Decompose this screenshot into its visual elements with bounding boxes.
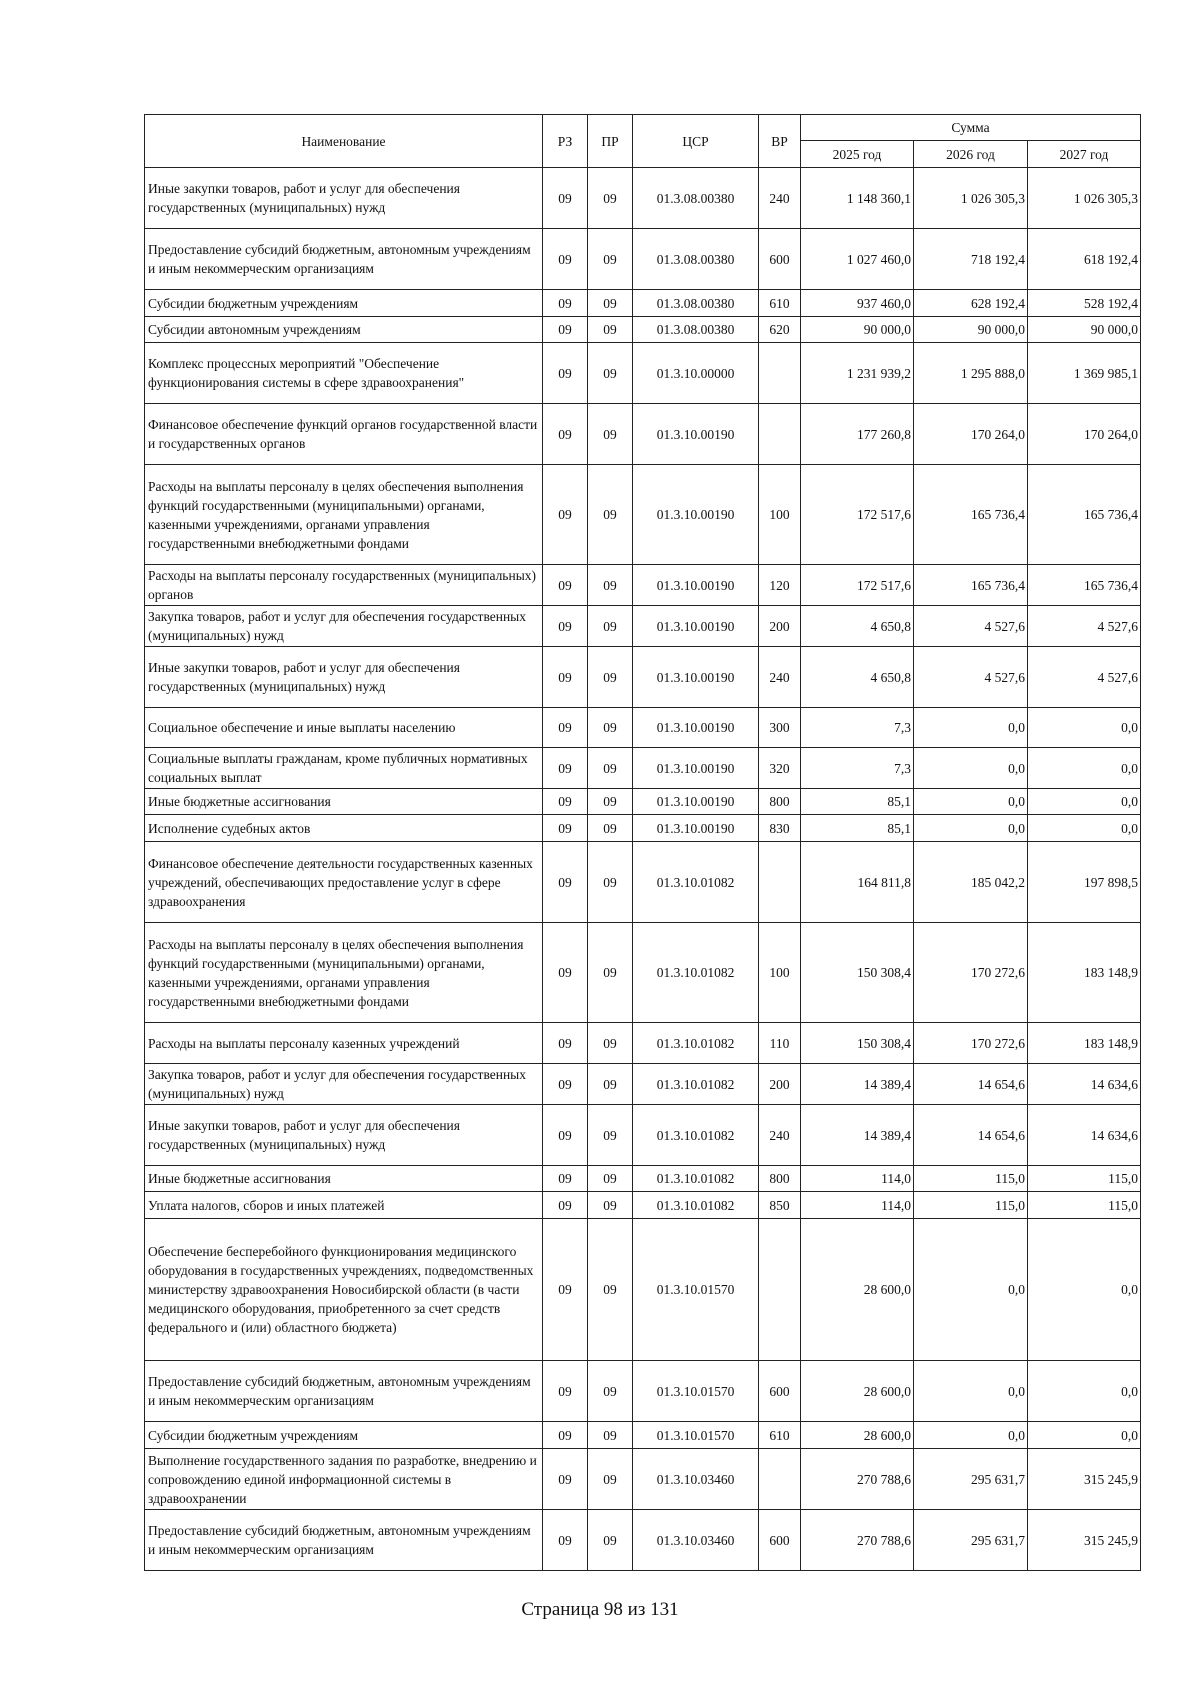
cell-name: Иные бюджетные ассигнования xyxy=(145,789,543,815)
cell-rz: 09 xyxy=(543,708,588,748)
cell-2027: 165 736,4 xyxy=(1028,465,1141,565)
cell-name: Предоставление субсидий бюджетным, автономным учреждениям и иным некоммерческим организациям xyxy=(145,1510,543,1571)
table-row xyxy=(145,815,1141,842)
cell-rz: 09 xyxy=(543,343,588,404)
cell-2025: 7,3 xyxy=(801,748,914,789)
cell-vr xyxy=(759,1449,801,1510)
cell-vr: 620 xyxy=(759,317,801,343)
cell-rz: 09 xyxy=(543,168,588,229)
cell-2026: 14 654,6 xyxy=(914,1105,1028,1166)
cell-2025: 4 650,8 xyxy=(801,606,914,647)
cell-pr: 09 xyxy=(588,343,633,404)
cell-2025: 1 148 360,1 xyxy=(801,168,914,229)
cell-name: Обеспечение бесперебойного функционирования медицинского оборудования в государственных учреждениях, подведомственных министерству здравоохранения Новосибирской области (в части медицинского оборудования, приобретенного за счет средств федерального и (или) областного бюджета) xyxy=(145,1219,543,1361)
cell-pr: 09 xyxy=(588,606,633,647)
cell-csr: 01.3.10.00190 xyxy=(633,815,759,842)
table-row xyxy=(145,290,1141,317)
cell-pr: 09 xyxy=(588,565,633,606)
cell-rz: 09 xyxy=(543,647,588,708)
cell-pr: 09 xyxy=(588,404,633,465)
cell-vr: 850 xyxy=(759,1192,801,1219)
table-row xyxy=(145,708,1141,748)
cell-2026: 628 192,4 xyxy=(914,290,1028,317)
cell-vr: 100 xyxy=(759,465,801,565)
cell-2026: 0,0 xyxy=(914,789,1028,815)
cell-rz: 09 xyxy=(543,1449,588,1510)
cell-name: Расходы на выплаты персоналу казенных учреждений xyxy=(145,1023,543,1064)
cell-rz: 09 xyxy=(543,1166,588,1192)
cell-vr xyxy=(759,404,801,465)
cell-2026: 4 527,6 xyxy=(914,647,1028,708)
cell-csr: 01.3.10.01082 xyxy=(633,1023,759,1064)
cell-2025: 1 231 939,2 xyxy=(801,343,914,404)
cell-vr: 120 xyxy=(759,565,801,606)
cell-rz: 09 xyxy=(543,1422,588,1449)
cell-pr: 09 xyxy=(588,815,633,842)
cell-vr: 800 xyxy=(759,789,801,815)
cell-2025: 28 600,0 xyxy=(801,1219,914,1361)
cell-2026: 14 654,6 xyxy=(914,1064,1028,1105)
cell-csr: 01.3.10.01082 xyxy=(633,842,759,923)
cell-pr: 09 xyxy=(588,290,633,317)
cell-csr: 01.3.10.00190 xyxy=(633,565,759,606)
cell-pr: 09 xyxy=(588,708,633,748)
cell-vr: 610 xyxy=(759,290,801,317)
cell-2025: 270 788,6 xyxy=(801,1510,914,1571)
cell-2027: 1 369 985,1 xyxy=(1028,343,1141,404)
cell-rz: 09 xyxy=(543,565,588,606)
cell-2027: 0,0 xyxy=(1028,815,1141,842)
cell-name: Исполнение судебных актов xyxy=(145,815,543,842)
cell-vr xyxy=(759,842,801,923)
cell-vr xyxy=(759,343,801,404)
cell-vr: 240 xyxy=(759,647,801,708)
cell-2025: 164 811,8 xyxy=(801,842,914,923)
table-row xyxy=(145,404,1141,465)
cell-rz: 09 xyxy=(543,1105,588,1166)
cell-pr: 09 xyxy=(588,1449,633,1510)
cell-2027: 4 527,6 xyxy=(1028,606,1141,647)
cell-rz: 09 xyxy=(543,465,588,565)
table-row xyxy=(145,343,1141,404)
cell-pr: 09 xyxy=(588,842,633,923)
table-row xyxy=(145,168,1141,229)
cell-2025: 937 460,0 xyxy=(801,290,914,317)
cell-2025: 270 788,6 xyxy=(801,1449,914,1510)
cell-rz: 09 xyxy=(543,229,588,290)
cell-rz: 09 xyxy=(543,1192,588,1219)
table-row xyxy=(145,647,1141,708)
cell-2027: 14 634,6 xyxy=(1028,1064,1141,1105)
table-row xyxy=(145,1192,1141,1219)
cell-2025: 14 389,4 xyxy=(801,1064,914,1105)
table-row xyxy=(145,842,1141,923)
cell-name: Социальное обеспечение и иные выплаты населению xyxy=(145,708,543,748)
cell-vr xyxy=(759,1219,801,1361)
cell-2025: 7,3 xyxy=(801,708,914,748)
cell-2026: 170 272,6 xyxy=(914,1023,1028,1064)
cell-2026: 165 736,4 xyxy=(914,465,1028,565)
cell-rz: 09 xyxy=(543,923,588,1023)
cell-name: Субсидии бюджетным учреждениям xyxy=(145,290,543,317)
cell-vr: 600 xyxy=(759,1361,801,1422)
cell-csr: 01.3.10.03460 xyxy=(633,1449,759,1510)
cell-2026: 0,0 xyxy=(914,815,1028,842)
page-number: Страница 98 из 131 xyxy=(521,1599,679,1620)
cell-name: Финансовое обеспечение функций органов государственной власти и государственных органов xyxy=(145,404,543,465)
cell-2026: 90 000,0 xyxy=(914,317,1028,343)
cell-2027: 14 634,6 xyxy=(1028,1105,1141,1166)
cell-pr: 09 xyxy=(588,1510,633,1571)
table-row xyxy=(145,1510,1141,1571)
cell-2027: 1 026 305,3 xyxy=(1028,168,1141,229)
cell-csr: 01.3.10.01082 xyxy=(633,1064,759,1105)
cell-rz: 09 xyxy=(543,815,588,842)
cell-pr: 09 xyxy=(588,1023,633,1064)
cell-name: Предоставление субсидий бюджетным, автономным учреждениям и иным некоммерческим организациям xyxy=(145,1361,543,1422)
cell-name: Иные закупки товаров, работ и услуг для обеспечения государственных (муниципальных) нужд xyxy=(145,1105,543,1166)
cell-name: Финансовое обеспечение деятельности государственных казенных учреждений, обеспечивающих предоставление услуг в сфере здравоохранения xyxy=(145,842,543,923)
table-row xyxy=(145,1422,1141,1449)
cell-rz: 09 xyxy=(543,1361,588,1422)
cell-2027: 0,0 xyxy=(1028,1219,1141,1361)
cell-2026: 170 272,6 xyxy=(914,923,1028,1023)
cell-2026: 115,0 xyxy=(914,1166,1028,1192)
cell-csr: 01.3.10.00190 xyxy=(633,708,759,748)
cell-2027: 115,0 xyxy=(1028,1166,1141,1192)
cell-pr: 09 xyxy=(588,317,633,343)
cell-2027: 183 148,9 xyxy=(1028,923,1141,1023)
header-rz: РЗ xyxy=(543,115,588,168)
cell-name: Расходы на выплаты персоналу государственных (муниципальных) органов xyxy=(145,565,543,606)
cell-2027: 315 245,9 xyxy=(1028,1510,1141,1571)
cell-2027: 618 192,4 xyxy=(1028,229,1141,290)
cell-rz: 09 xyxy=(543,842,588,923)
cell-vr: 600 xyxy=(759,1510,801,1571)
cell-csr: 01.3.10.00190 xyxy=(633,647,759,708)
header-year-2026: 2026 год xyxy=(914,141,1028,168)
cell-csr: 01.3.10.01082 xyxy=(633,1166,759,1192)
cell-2027: 0,0 xyxy=(1028,748,1141,789)
cell-name: Расходы на выплаты персоналу в целях обеспечения выполнения функций государственными (муниципальными) органами, казенными учреждениями, органами управления государственными внебюджетными фондами xyxy=(145,465,543,565)
cell-vr: 800 xyxy=(759,1166,801,1192)
cell-2027: 90 000,0 xyxy=(1028,317,1141,343)
cell-pr: 09 xyxy=(588,1219,633,1361)
cell-2025: 172 517,6 xyxy=(801,565,914,606)
cell-2025: 85,1 xyxy=(801,789,914,815)
header-year-2025: 2025 год xyxy=(801,141,914,168)
cell-2025: 150 308,4 xyxy=(801,923,914,1023)
cell-2026: 115,0 xyxy=(914,1192,1028,1219)
cell-2026: 0,0 xyxy=(914,748,1028,789)
cell-name: Закупка товаров, работ и услуг для обеспечения государственных (муниципальных) нужд xyxy=(145,1064,543,1105)
cell-2025: 28 600,0 xyxy=(801,1361,914,1422)
table-row xyxy=(145,565,1141,606)
cell-vr: 110 xyxy=(759,1023,801,1064)
cell-csr: 01.3.10.01082 xyxy=(633,1105,759,1166)
cell-name: Субсидии бюджетным учреждениям xyxy=(145,1422,543,1449)
cell-2025: 150 308,4 xyxy=(801,1023,914,1064)
cell-name: Уплата налогов, сборов и иных платежей xyxy=(145,1192,543,1219)
cell-rz: 09 xyxy=(543,404,588,465)
cell-vr: 200 xyxy=(759,1064,801,1105)
cell-csr: 01.3.10.00190 xyxy=(633,606,759,647)
cell-rz: 09 xyxy=(543,789,588,815)
cell-2026: 0,0 xyxy=(914,1219,1028,1361)
cell-vr: 320 xyxy=(759,748,801,789)
cell-2026: 0,0 xyxy=(914,1422,1028,1449)
cell-name: Расходы на выплаты персоналу в целях обеспечения выполнения функций государственными (муниципальными) органами, казенными учреждениями, органами управления государственными внебюджетными фондами xyxy=(145,923,543,1023)
table-row xyxy=(145,748,1141,789)
cell-vr: 100 xyxy=(759,923,801,1023)
table-row xyxy=(145,1023,1141,1064)
cell-rz: 09 xyxy=(543,290,588,317)
header-vr: ВР xyxy=(759,115,801,168)
cell-csr: 01.3.10.01570 xyxy=(633,1361,759,1422)
budget-table xyxy=(144,114,1141,1571)
cell-pr: 09 xyxy=(588,1105,633,1166)
cell-csr: 01.3.10.01570 xyxy=(633,1219,759,1361)
cell-pr: 09 xyxy=(588,465,633,565)
cell-2027: 0,0 xyxy=(1028,789,1141,815)
header-csr: ЦСР xyxy=(633,115,759,168)
cell-name: Комплекс процессных мероприятий "Обеспечение функционирования системы в сфере здравоохранения" xyxy=(145,343,543,404)
cell-2027: 183 148,9 xyxy=(1028,1023,1141,1064)
cell-csr: 01.3.08.00380 xyxy=(633,168,759,229)
cell-vr: 610 xyxy=(759,1422,801,1449)
cell-csr: 01.3.10.00190 xyxy=(633,789,759,815)
cell-2025: 114,0 xyxy=(801,1192,914,1219)
cell-2027: 165 736,4 xyxy=(1028,565,1141,606)
cell-csr: 01.3.08.00380 xyxy=(633,290,759,317)
cell-name: Социальные выплаты гражданам, кроме публичных нормативных социальных выплат xyxy=(145,748,543,789)
cell-vr: 830 xyxy=(759,815,801,842)
table-row xyxy=(145,789,1141,815)
cell-csr: 01.3.08.00380 xyxy=(633,229,759,290)
table-row xyxy=(145,1166,1141,1192)
cell-2027: 197 898,5 xyxy=(1028,842,1141,923)
table-row xyxy=(145,229,1141,290)
cell-rz: 09 xyxy=(543,748,588,789)
cell-csr: 01.3.10.00190 xyxy=(633,404,759,465)
cell-name: Закупка товаров, работ и услуг для обеспечения государственных (муниципальных) нужд xyxy=(145,606,543,647)
cell-2026: 295 631,7 xyxy=(914,1510,1028,1571)
cell-pr: 09 xyxy=(588,789,633,815)
cell-name: Иные закупки товаров, работ и услуг для обеспечения государственных (муниципальных) нужд xyxy=(145,647,543,708)
cell-vr: 240 xyxy=(759,1105,801,1166)
table-row xyxy=(145,923,1141,1023)
cell-rz: 09 xyxy=(543,1064,588,1105)
cell-csr: 01.3.10.01082 xyxy=(633,1192,759,1219)
cell-name: Иные закупки товаров, работ и услуг для обеспечения государственных (муниципальных) нужд xyxy=(145,168,543,229)
cell-name: Предоставление субсидий бюджетным, автономным учреждениям и иным некоммерческим организациям xyxy=(145,229,543,290)
cell-name: Иные бюджетные ассигнования xyxy=(145,1166,543,1192)
cell-rz: 09 xyxy=(543,1510,588,1571)
cell-2026: 0,0 xyxy=(914,1361,1028,1422)
table-row xyxy=(145,1064,1141,1105)
cell-rz: 09 xyxy=(543,606,588,647)
cell-2026: 0,0 xyxy=(914,708,1028,748)
table-row xyxy=(145,1449,1141,1510)
cell-csr: 01.3.08.00380 xyxy=(633,317,759,343)
cell-2026: 185 042,2 xyxy=(914,842,1028,923)
cell-pr: 09 xyxy=(588,1192,633,1219)
cell-2027: 0,0 xyxy=(1028,708,1141,748)
cell-vr: 240 xyxy=(759,168,801,229)
cell-2025: 90 000,0 xyxy=(801,317,914,343)
cell-2025: 28 600,0 xyxy=(801,1422,914,1449)
cell-2027: 170 264,0 xyxy=(1028,404,1141,465)
cell-name: Выполнение государственного задания по разработке, внедрению и сопровождению единой информационной системы в здравоохранении xyxy=(145,1449,543,1510)
cell-2026: 1 295 888,0 xyxy=(914,343,1028,404)
cell-2026: 295 631,7 xyxy=(914,1449,1028,1510)
cell-csr: 01.3.10.01082 xyxy=(633,923,759,1023)
cell-2027: 528 192,4 xyxy=(1028,290,1141,317)
cell-name: Субсидии автономным учреждениям xyxy=(145,317,543,343)
cell-2026: 165 736,4 xyxy=(914,565,1028,606)
cell-2025: 172 517,6 xyxy=(801,465,914,565)
cell-rz: 09 xyxy=(543,317,588,343)
cell-2025: 4 650,8 xyxy=(801,647,914,708)
cell-csr: 01.3.10.00000 xyxy=(633,343,759,404)
cell-pr: 09 xyxy=(588,1064,633,1105)
table-body xyxy=(145,168,1141,1571)
header-name: Наименование xyxy=(145,115,543,168)
cell-pr: 09 xyxy=(588,1361,633,1422)
table-row xyxy=(145,1361,1141,1422)
header-pr: ПР xyxy=(588,115,633,168)
table-row xyxy=(145,465,1141,565)
cell-pr: 09 xyxy=(588,923,633,1023)
cell-2027: 0,0 xyxy=(1028,1422,1141,1449)
cell-pr: 09 xyxy=(588,1422,633,1449)
cell-pr: 09 xyxy=(588,647,633,708)
table-row xyxy=(145,317,1141,343)
table-row xyxy=(145,1105,1141,1166)
cell-2026: 4 527,6 xyxy=(914,606,1028,647)
table-row xyxy=(145,606,1141,647)
table-row xyxy=(145,1219,1141,1361)
cell-vr: 200 xyxy=(759,606,801,647)
cell-2025: 177 260,8 xyxy=(801,404,914,465)
cell-vr: 300 xyxy=(759,708,801,748)
cell-rz: 09 xyxy=(543,1219,588,1361)
cell-pr: 09 xyxy=(588,1166,633,1192)
cell-2025: 1 027 460,0 xyxy=(801,229,914,290)
cell-2026: 718 192,4 xyxy=(914,229,1028,290)
header-year-2027: 2027 год xyxy=(1028,141,1141,168)
cell-2025: 114,0 xyxy=(801,1166,914,1192)
cell-2027: 0,0 xyxy=(1028,1361,1141,1422)
cell-pr: 09 xyxy=(588,748,633,789)
cell-2026: 1 026 305,3 xyxy=(914,168,1028,229)
cell-vr: 600 xyxy=(759,229,801,290)
header-sum: Сумма xyxy=(801,115,1141,141)
cell-rz: 09 xyxy=(543,1023,588,1064)
cell-2026: 170 264,0 xyxy=(914,404,1028,465)
cell-pr: 09 xyxy=(588,229,633,290)
cell-csr: 01.3.10.03460 xyxy=(633,1510,759,1571)
cell-csr: 01.3.10.00190 xyxy=(633,748,759,789)
cell-csr: 01.3.10.01570 xyxy=(633,1422,759,1449)
cell-csr: 01.3.10.00190 xyxy=(633,465,759,565)
cell-2027: 115,0 xyxy=(1028,1192,1141,1219)
cell-2025: 14 389,4 xyxy=(801,1105,914,1166)
cell-2025: 85,1 xyxy=(801,815,914,842)
cell-2027: 315 245,9 xyxy=(1028,1449,1141,1510)
cell-2027: 4 527,6 xyxy=(1028,647,1141,708)
cell-pr: 09 xyxy=(588,168,633,229)
